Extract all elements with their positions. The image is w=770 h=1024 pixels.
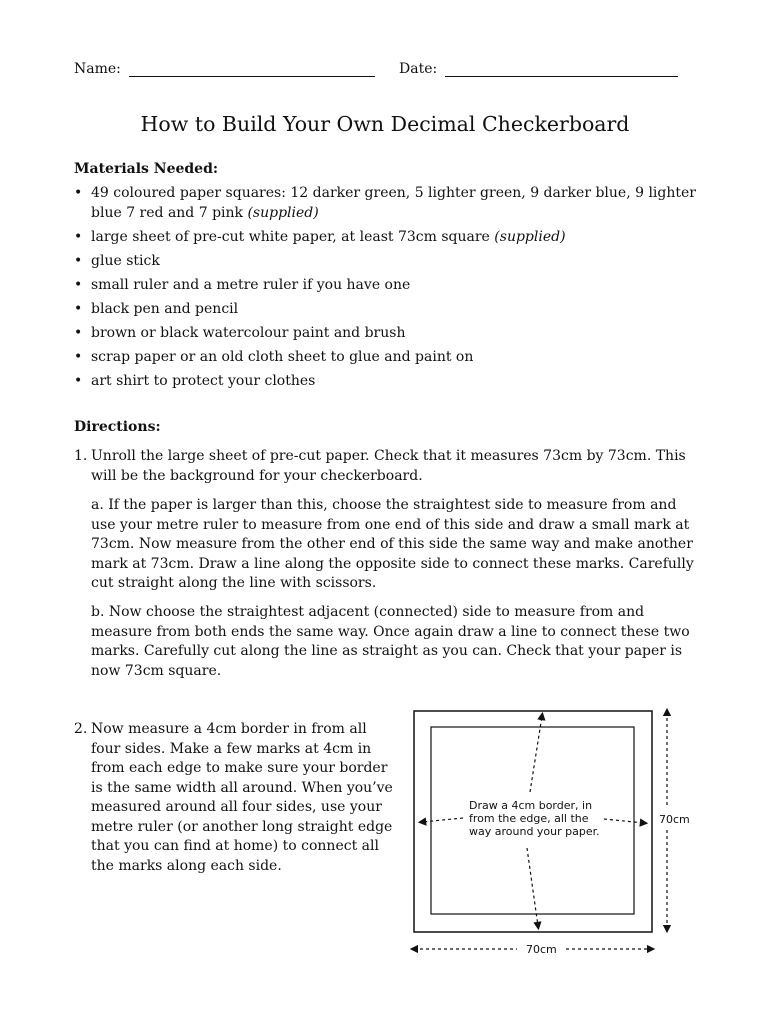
materials-item-note: (supplied) bbox=[247, 204, 319, 221]
side-dimension-label: 70cm bbox=[659, 813, 690, 826]
materials-item-text: 49 coloured paper squares: 12 darker green, 5 lighter green, 9 darker blue, 9 lighter blue 7 red and 7 pink bbox=[91, 185, 696, 221]
materials-item-text: brown or black watercolour paint and brush bbox=[91, 324, 406, 341]
materials-item-note: (supplied) bbox=[494, 228, 566, 245]
name-label: Name: bbox=[74, 61, 121, 77]
bullet-icon: • bbox=[74, 228, 83, 245]
arrow-left bbox=[422, 818, 463, 822]
materials-item-text: scrap paper or an old cloth sheet to glue and paint on bbox=[91, 348, 474, 365]
bullet-icon: • bbox=[74, 276, 83, 293]
materials-heading: Materials Needed: bbox=[74, 161, 219, 177]
materials-item-text: small ruler and a metre ruler if you have one bbox=[91, 276, 411, 293]
bullet-icon: • bbox=[74, 185, 83, 201]
diagram-caption-line-3: way around your paper. bbox=[469, 825, 600, 838]
step-2-text: Now measure a 4cm border in from all four sides. Make a few marks at 4cm in from each edge to make sure your border is the same width all around. When you’ve measured around all four sides, use your metre ruler (or another long straight edge that you can find at home) to connect all the marks along each side. bbox=[91, 721, 393, 874]
directions-heading: Directions: bbox=[74, 419, 161, 435]
materials-item-text: large sheet of pre-cut white paper, at least 73cm square bbox=[91, 228, 490, 245]
bullet-icon: • bbox=[74, 372, 83, 389]
step-1b-text: b. Now choose the straightest adjacent (connected) side to measure from and measure from both ends the same way. Once again draw a line to connect these two marks. Carefully cut along the line as straight as you can. Check that your paper is now 73cm square. bbox=[91, 604, 690, 679]
materials-item-text: glue stick bbox=[91, 252, 160, 269]
materials-item-text: art shirt to protect your clothes bbox=[91, 372, 316, 389]
bottom-dimension-label: 70cm bbox=[526, 943, 557, 956]
bullet-icon: • bbox=[74, 348, 83, 365]
diagram-caption-line-2: from the edge, all the bbox=[469, 812, 589, 825]
step-1-number: 1. bbox=[74, 448, 88, 464]
date-label: Date: bbox=[399, 61, 438, 77]
page-title: How to Build Your Own Decimal Checkerboard bbox=[140, 112, 630, 136]
bullet-icon: • bbox=[74, 324, 83, 341]
diagram-caption-line-1: Draw a 4cm border, in bbox=[469, 799, 593, 812]
step-2-number: 2. bbox=[74, 721, 88, 737]
step-1-text: Unroll the large sheet of pre-cut paper. Check that it measures 73cm by 73cm. This will be the background for your checkerboard. bbox=[91, 448, 686, 484]
bullet-icon: • bbox=[74, 252, 83, 269]
arrow-right bbox=[604, 819, 644, 823]
materials-item-text: black pen and pencil bbox=[91, 300, 239, 317]
bullet-icon: • bbox=[74, 300, 83, 317]
step-1a-text: a. If the paper is larger than this, choose the straightest side to measure from and use your metre ruler to measure from one end of this side and draw a small mark at 73cm. Now measure from the other end of this side the same way and make another mark at 73cm. Draw a line along the opposite side to connect these marks. Carefully cut straight along the line with scissors. bbox=[91, 497, 694, 591]
